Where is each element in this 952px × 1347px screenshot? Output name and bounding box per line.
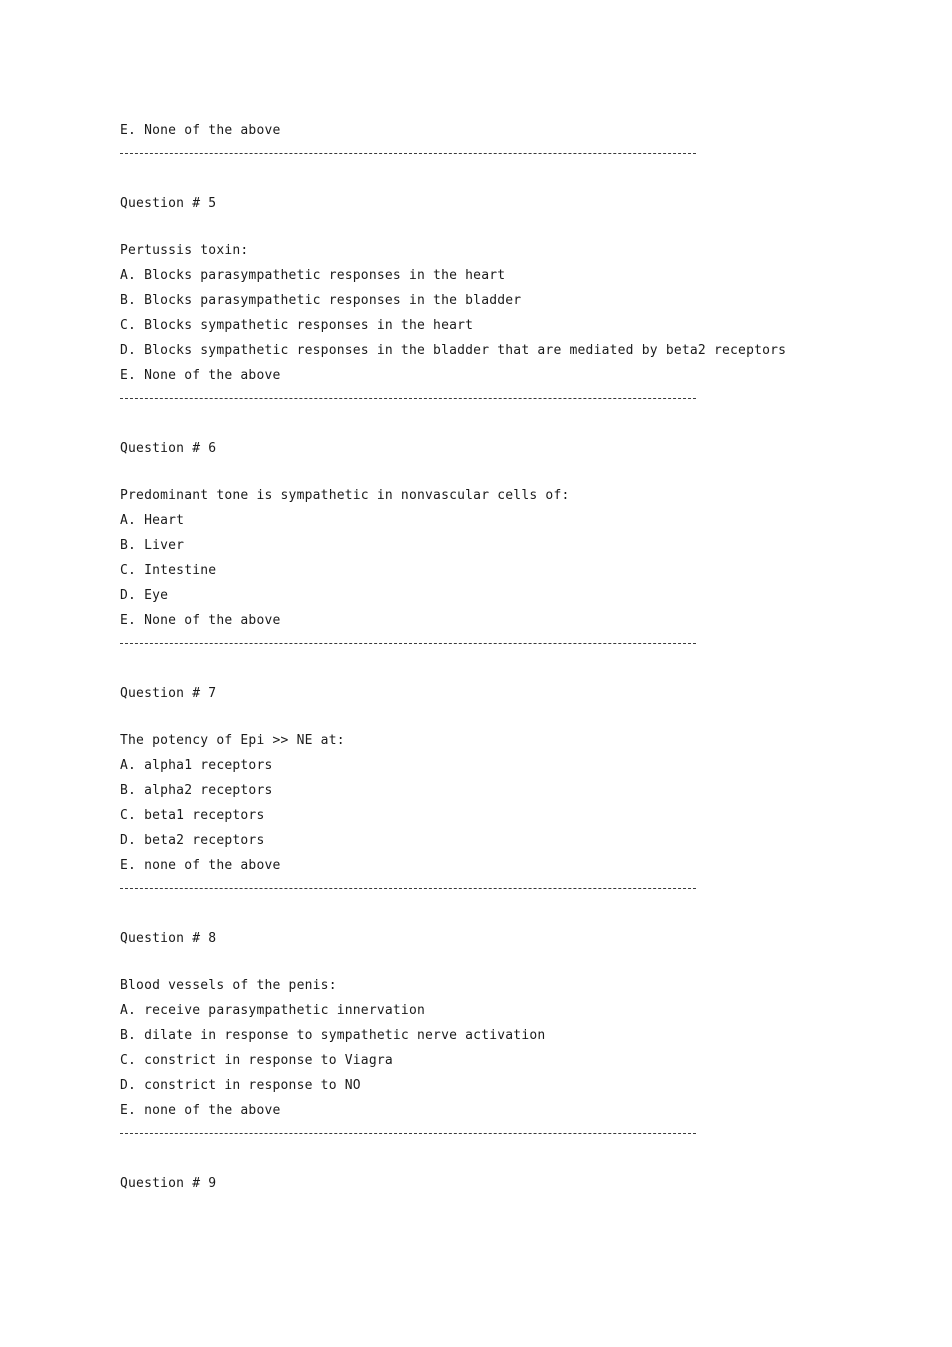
option-line: E. None of the above bbox=[120, 613, 281, 628]
question-title: Question # 6 bbox=[120, 441, 217, 456]
question-title: Question # 9 bbox=[120, 1176, 217, 1191]
option-line: D. constrict in response to NO bbox=[120, 1078, 361, 1093]
option-line: D. Eye bbox=[120, 588, 169, 603]
question-stem: Pertussis toxin: bbox=[120, 243, 249, 258]
option-line: C. Blocks sympathetic responses in the heart bbox=[120, 318, 474, 333]
separator-line bbox=[120, 878, 920, 900]
option-line: E. none of the above bbox=[120, 858, 281, 873]
separator-line bbox=[120, 143, 920, 165]
option-line: B. Liver bbox=[120, 538, 185, 553]
option-line: A. receive parasympathetic innervation bbox=[120, 1003, 426, 1018]
option-line: B. dilate in response to sympathetic nerve activation bbox=[120, 1028, 546, 1043]
question-title: Question # 5 bbox=[120, 196, 217, 211]
option-line: A. alpha1 receptors bbox=[120, 758, 273, 773]
option-line: C. beta1 receptors bbox=[120, 808, 265, 823]
question-stem: The potency of Epi >> NE at: bbox=[120, 733, 345, 748]
option-line: C. Intestine bbox=[120, 563, 217, 578]
option-line: B. Blocks parasympathetic responses in the bladder bbox=[120, 293, 522, 308]
option-line: E. None of the above bbox=[120, 368, 281, 383]
question-block bbox=[120, 681, 920, 926]
question-block bbox=[120, 926, 920, 1171]
question-block bbox=[120, 191, 920, 436]
option-line: E. None of the above bbox=[120, 123, 281, 138]
separator-line bbox=[120, 633, 920, 655]
option-line: A. Blocks parasympathetic responses in the heart bbox=[120, 268, 506, 283]
question-stem: Predominant tone is sympathetic in nonvascular cells of: bbox=[120, 488, 570, 503]
separator-line bbox=[120, 388, 920, 410]
option-line: D. Blocks sympathetic responses in the bladder that are mediated by beta2 receptors bbox=[120, 343, 787, 358]
question-stem: Blood vessels of the penis: bbox=[120, 978, 337, 993]
separator-line bbox=[120, 1123, 920, 1145]
document-page bbox=[120, 118, 920, 1196]
question-title: Question # 8 bbox=[120, 931, 217, 946]
question-title: Question # 7 bbox=[120, 686, 217, 701]
option-line: D. beta2 receptors bbox=[120, 833, 265, 848]
option-line: E. none of the above bbox=[120, 1103, 281, 1118]
option-line: C. constrict in response to Viagra bbox=[120, 1053, 393, 1068]
option-line: B. alpha2 receptors bbox=[120, 783, 273, 798]
question-block bbox=[120, 436, 920, 681]
option-line: A. Heart bbox=[120, 513, 185, 528]
